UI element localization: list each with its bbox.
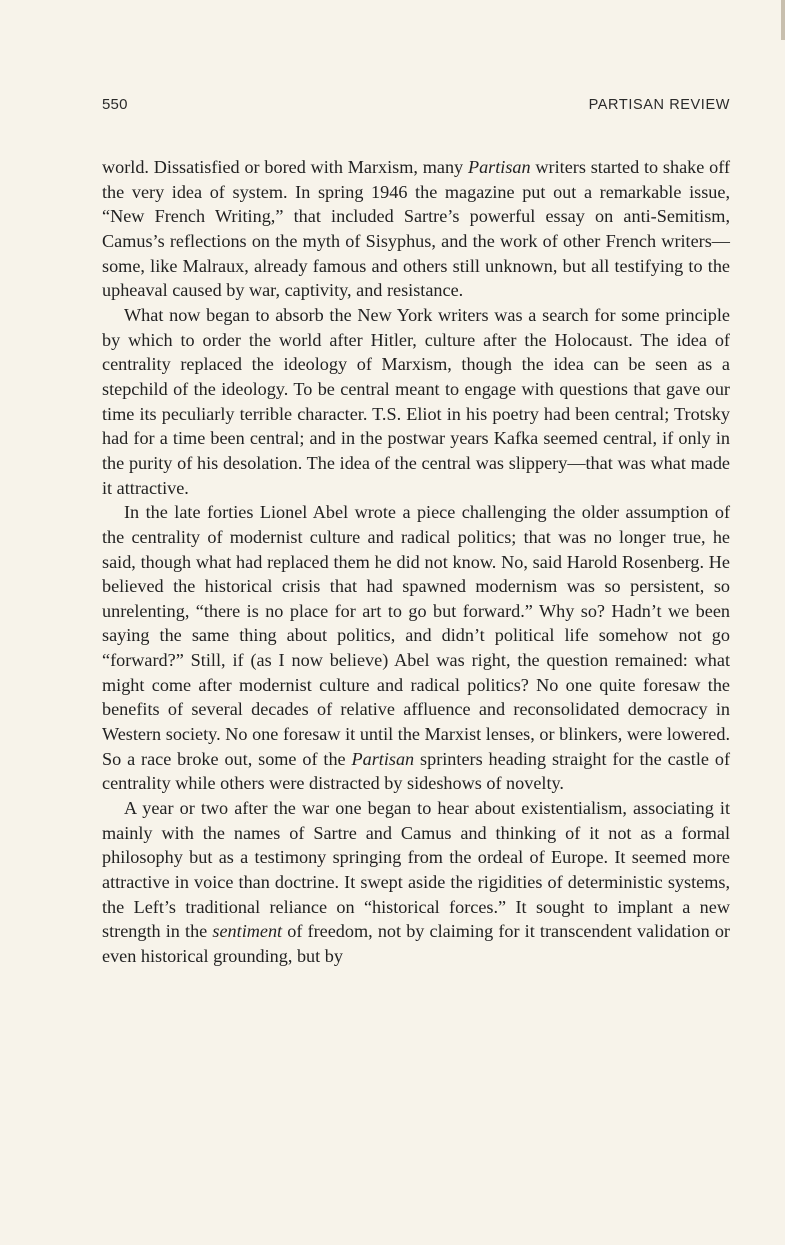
text-run: of freedom, not by claiming for it transcendent validation or even historical grounding, but by bbox=[102, 921, 730, 966]
text-run: writers started to shake off the very idea of system. In spring 1946 the magazine put out a remarkable issue, “New French Writing,” that included Sartre’s powerful essay on anti-Semitism, Camus’s reflections on the myth of Sisyphus, and the work of other French writers—some, like Malraux, already famous and others still unknown, but all testifying to the upheaval caused by war, captivity, and resistance. bbox=[102, 157, 731, 301]
body-text bbox=[102, 155, 730, 969]
paragraph-2 bbox=[102, 303, 730, 500]
page-number: 550 bbox=[102, 96, 128, 113]
running-title: PARTISAN REVIEW bbox=[588, 97, 730, 113]
text-run: sprinters heading straight for the castle of centrality while others were distracted by sideshows of novelty. bbox=[102, 748, 730, 794]
italic-text: Partisan bbox=[467, 157, 531, 177]
paragraph-1 bbox=[102, 155, 730, 303]
text-run: In the late forties Lionel Abel wrote a piece challenging the older assumption of the centrality of modernist culture and radical politics; that was no longer true, he said, though what had replaced them he did not know. No, said Harold Rosenberg. He believed the historical crisis that had spawned modernism was so persistent, so unrelenting, “there is no place for art to go but forward.” Why so? Hadn’t we been saying the same thing about politics, and didn’t political life somehow not go “forward?” Still, if (as I now believe) Abel was right, the question remained: what might come after modernist culture and radical politics? No one quite foresaw the benefits of several decades of relative affluence and reconsolidated democracy in Western society. No one foresaw it until the Marxist lenses, or blinkers, were lowered. So a race broke out, some of the bbox=[102, 502, 730, 769]
text-run: world. Dissatisfied or bored with Marxism, many bbox=[102, 157, 468, 177]
italic-text: Partisan bbox=[351, 748, 415, 769]
paragraph-3 bbox=[102, 500, 730, 796]
text-run: A year or two after the war one began to hear about existentialism, associating it mainly with the names of Sartre and Camus and thinking of it not as a formal philosophy but as a testimony springing from the ordeal of Europe. It seemed more attractive in voice than doctrine. It swept aside the rigidities of deterministic systems, the Left’s traditional reliance on “historical forces.” It sought to implant a new strength in the bbox=[102, 798, 730, 942]
text-run: What now began to absorb the New York writers was a search for some principle by which to order the world after Hitler, culture after the Holocaust. The idea of centrality replaced the ideology of Marxism, though the idea can be seen as a stepchild of the ideology. To be central meant to engage with questions that gave our time its peculiarly terrible character. T.S. Eliot in his poetry had been central; Trotsky had for a time been central; and in the postwar years Kafka seemed central, if only in the purity of his desolation. The idea of the central was slippery—that was what made it attractive. bbox=[102, 304, 730, 498]
page-edge-shadow bbox=[781, 0, 785, 40]
paragraph-4 bbox=[102, 796, 730, 969]
running-header bbox=[102, 96, 730, 113]
italic-text: sentiment bbox=[212, 921, 283, 942]
book-page bbox=[102, 96, 730, 969]
